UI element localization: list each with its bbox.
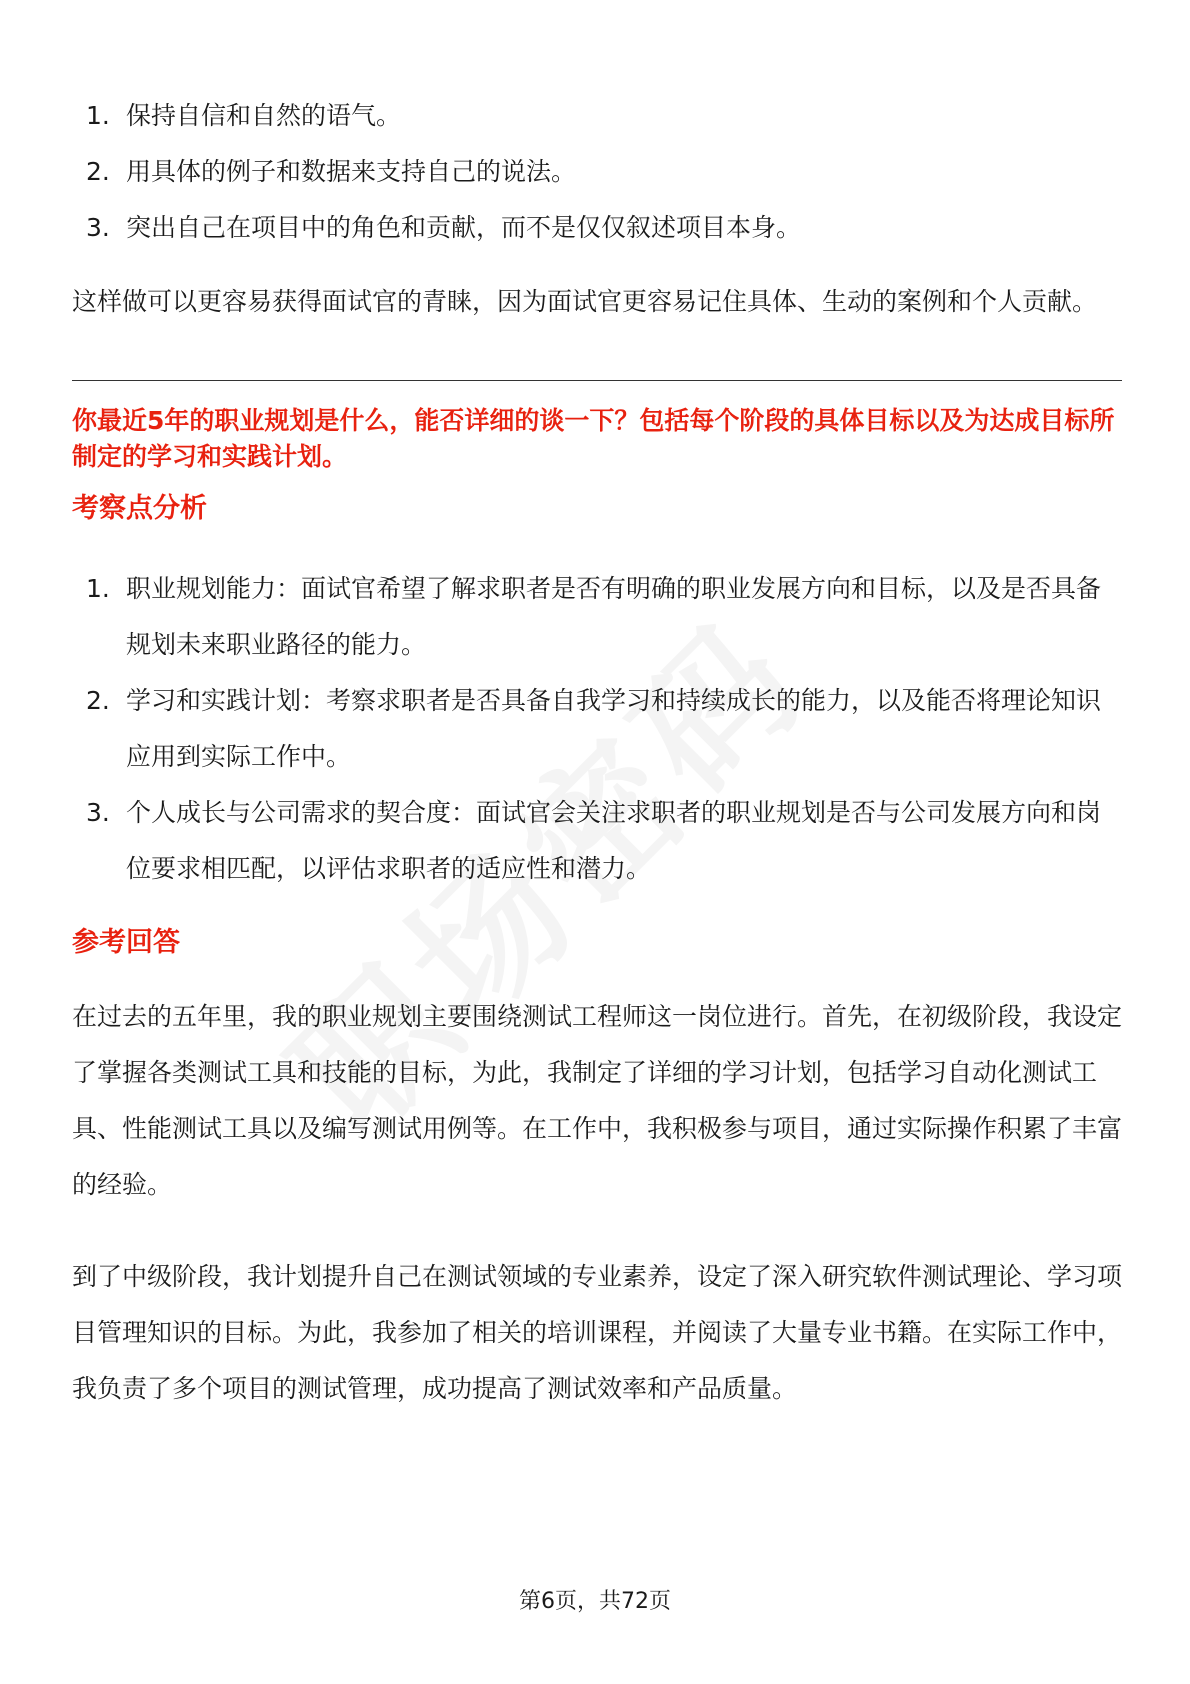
list-number: 1. <box>86 101 110 130</box>
list-number: 2. <box>86 686 110 715</box>
list-item <box>72 144 1122 200</box>
list-item <box>72 561 1122 673</box>
list-item <box>72 673 1122 785</box>
list-number: 2. <box>86 157 110 186</box>
page-content <box>72 88 1122 1417</box>
list-number: 3. <box>86 798 110 827</box>
list-item <box>72 200 1122 256</box>
answer-paragraph: 在过去的五年里，我的职业规划主要围绕测试工程师这一岗位进行。首先，在初级阶段，我设定了掌握各类测试工具和技能的目标，为此，我制定了详细的学习计划，包括学习自动化测试工具、性能测试工具以及编写测试用例等。在工作中，我积极参与项目，通过实际操作积累了丰富的经验。 <box>72 1002 1123 1199</box>
tips-list <box>72 88 1122 256</box>
analysis-title: 考察点分析 <box>72 493 207 524</box>
summary-paragraph: 这样做可以更容易获得面试官的青睐，因为面试官更容易记住具体、生动的案例和个人贡献。 <box>72 287 1098 316</box>
page-number-footer: 第6页，共72页 <box>519 1589 671 1614</box>
list-item-text: 用具体的例子和数据来支持自己的说法。 <box>126 157 577 186</box>
answer-paragraph: 到了中级阶段，我计划提升自己在测试领域的专业素养，设定了深入研究软件测试理论、学习项目管理知识的目标。为此，我参加了相关的培训课程，并阅读了大量专业书籍。在实际工作中，我负责了多个项目的测试管理，成功提高了测试效率和产品质量。 <box>72 1262 1123 1403</box>
list-item <box>72 88 1122 144</box>
list-item-text: 突出自己在项目中的角色和贡献，而不是仅仅叙述项目本身。 <box>126 213 802 242</box>
question-heading: 你最近5年的职业规划是什么，能否详细的谈一下？包括每个阶段的具体目标以及为达成目标所制定的学习和实践计划。 <box>72 406 1115 471</box>
analysis-list <box>72 561 1122 897</box>
list-item-text: 个人成长与公司需求的契合度：面试官会关注求职者的职业规划是否与公司发展方向和岗位要求相匹配，以评估求职者的适应性和潜力。 <box>126 798 1102 883</box>
list-number: 1. <box>86 574 110 603</box>
list-number: 3. <box>86 213 110 242</box>
list-item <box>72 785 1122 897</box>
list-item-text: 职业规划能力：面试官希望了解求职者是否有明确的职业发展方向和目标，以及是否具备规划未来职业路径的能力。 <box>126 574 1102 659</box>
answer-title: 参考回答 <box>72 927 180 958</box>
list-item-text: 学习和实践计划：考察求职者是否具备自我学习和持续成长的能力，以及能否将理论知识应用到实际工作中。 <box>126 686 1102 771</box>
list-item-text: 保持自信和自然的语气。 <box>126 101 402 130</box>
